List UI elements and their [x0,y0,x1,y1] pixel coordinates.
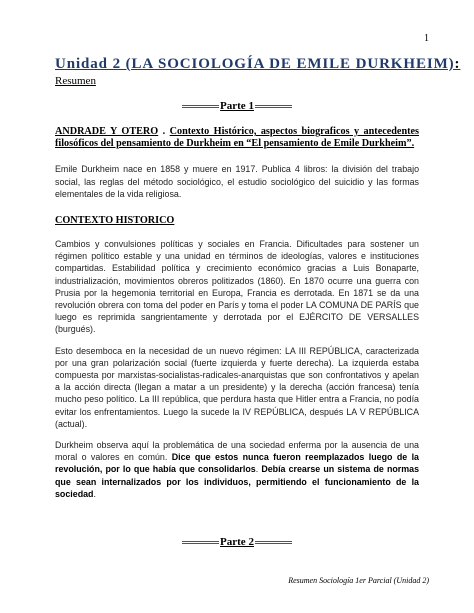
part-2-container [55,524,419,549]
title-colon: : [454,56,461,72]
section-heading: CONTEXTO HISTORICO [55,215,175,227]
paragraph-3-text: Durkheim observa aquí la problemática de una sociedad enferma por la ausencia de una moral o valores en común. [55,440,419,463]
context-paragraph-1: Cambios y convulsiones políticas y sociales en Francia. Dificultades para sostener un régimen político estable y una unidad en términos de ideologías, valores e instituciones compartidas. Estabilidad política y crecimiento económico gracias a Luis Bonaparte, industrialización, movimientos obreros politizados (1860). En 1870 ocurre una guerra con Prusia por la hegemonia territorial en Europa, Francia es derrotada. En 1871 se da una revolución obrera con toma del poder en París y toma el poder LA COMUNA DE PARÍS que luego es reprimida sangrientamente y derrotada por el EJÉRCITO DE VERSALLES (burgués). [55,239,419,335]
page-footer: Resumen Sociología 1er Parcial (Unidad 2) [288,576,429,585]
page-title [55,56,461,73]
paragraph-3-period-1: . [255,464,262,475]
paragraph-3-bold-2: Debía crearse un sistema de normas que sean internalizados por los individuos, permitiendo el funcionamiento de la sociedad [55,464,419,499]
part-1-right-rule [255,105,292,108]
page-content [55,56,461,500]
author-separator: . [158,126,166,137]
author-topic: Contexto Histórico, aspectos biograficos y antecedentes filosóficos del pensamiento de Durkheim en “El pensamiento de Emile Durkheim”. [55,126,419,150]
author-name: ANDRADE Y OTERO [55,126,159,137]
author-reference [55,126,419,150]
part-2-label: Parte 2 [220,536,254,548]
biography-paragraph: Emile Durkheim nace en 1858 y muere en 1917. Publica 4 libros: la división del trabajo social, las reglas del método sociológico, el estudio sociológico del suicidio y las formas elementales de la vida religiosa. [55,164,419,199]
context-paragraph-2: Esto desemboca en la necesidad de un nuevo régimen: LA III REPÚBLICA, caracterizada por una gran polarización social (fuerte izquierda y fuerte derecha). La izquierda estaba compuesta por marxistas-socialistas-radicales-anarquistas que son confrontativos y apelan a la acción directa (llegan a matar a un presidente) y la derecha (acción francesa) tenía mucho peso político. La III república, que perdura hasta que Hitler entra a Francia, no podía evitar los enfrentamientos. Luego la sucede la IV REPÚBLICA, después LA V REPÚBLICA (actual). [55,345,419,429]
page-number: 1 [424,33,429,44]
title-text: Unidad 2 (LA SOCIOLOGÍA DE EMILE DURKHEIM) [55,56,455,72]
part-1-left-rule [182,105,219,108]
part-1-heading [55,100,419,113]
part-2-right-rule [255,541,292,544]
part-2-heading [55,536,419,549]
part-1-label: Parte 1 [220,100,254,112]
context-paragraph-3 [55,439,419,500]
page-subtitle: Resumen [55,75,96,87]
paragraph-3-bold-1: Dice que estos nunca fueron reemplazados luego de la revolución, por lo que había que consolidarlos [55,452,419,475]
paragraph-3-period-2: . [93,488,96,499]
part-2-left-rule [182,541,219,544]
